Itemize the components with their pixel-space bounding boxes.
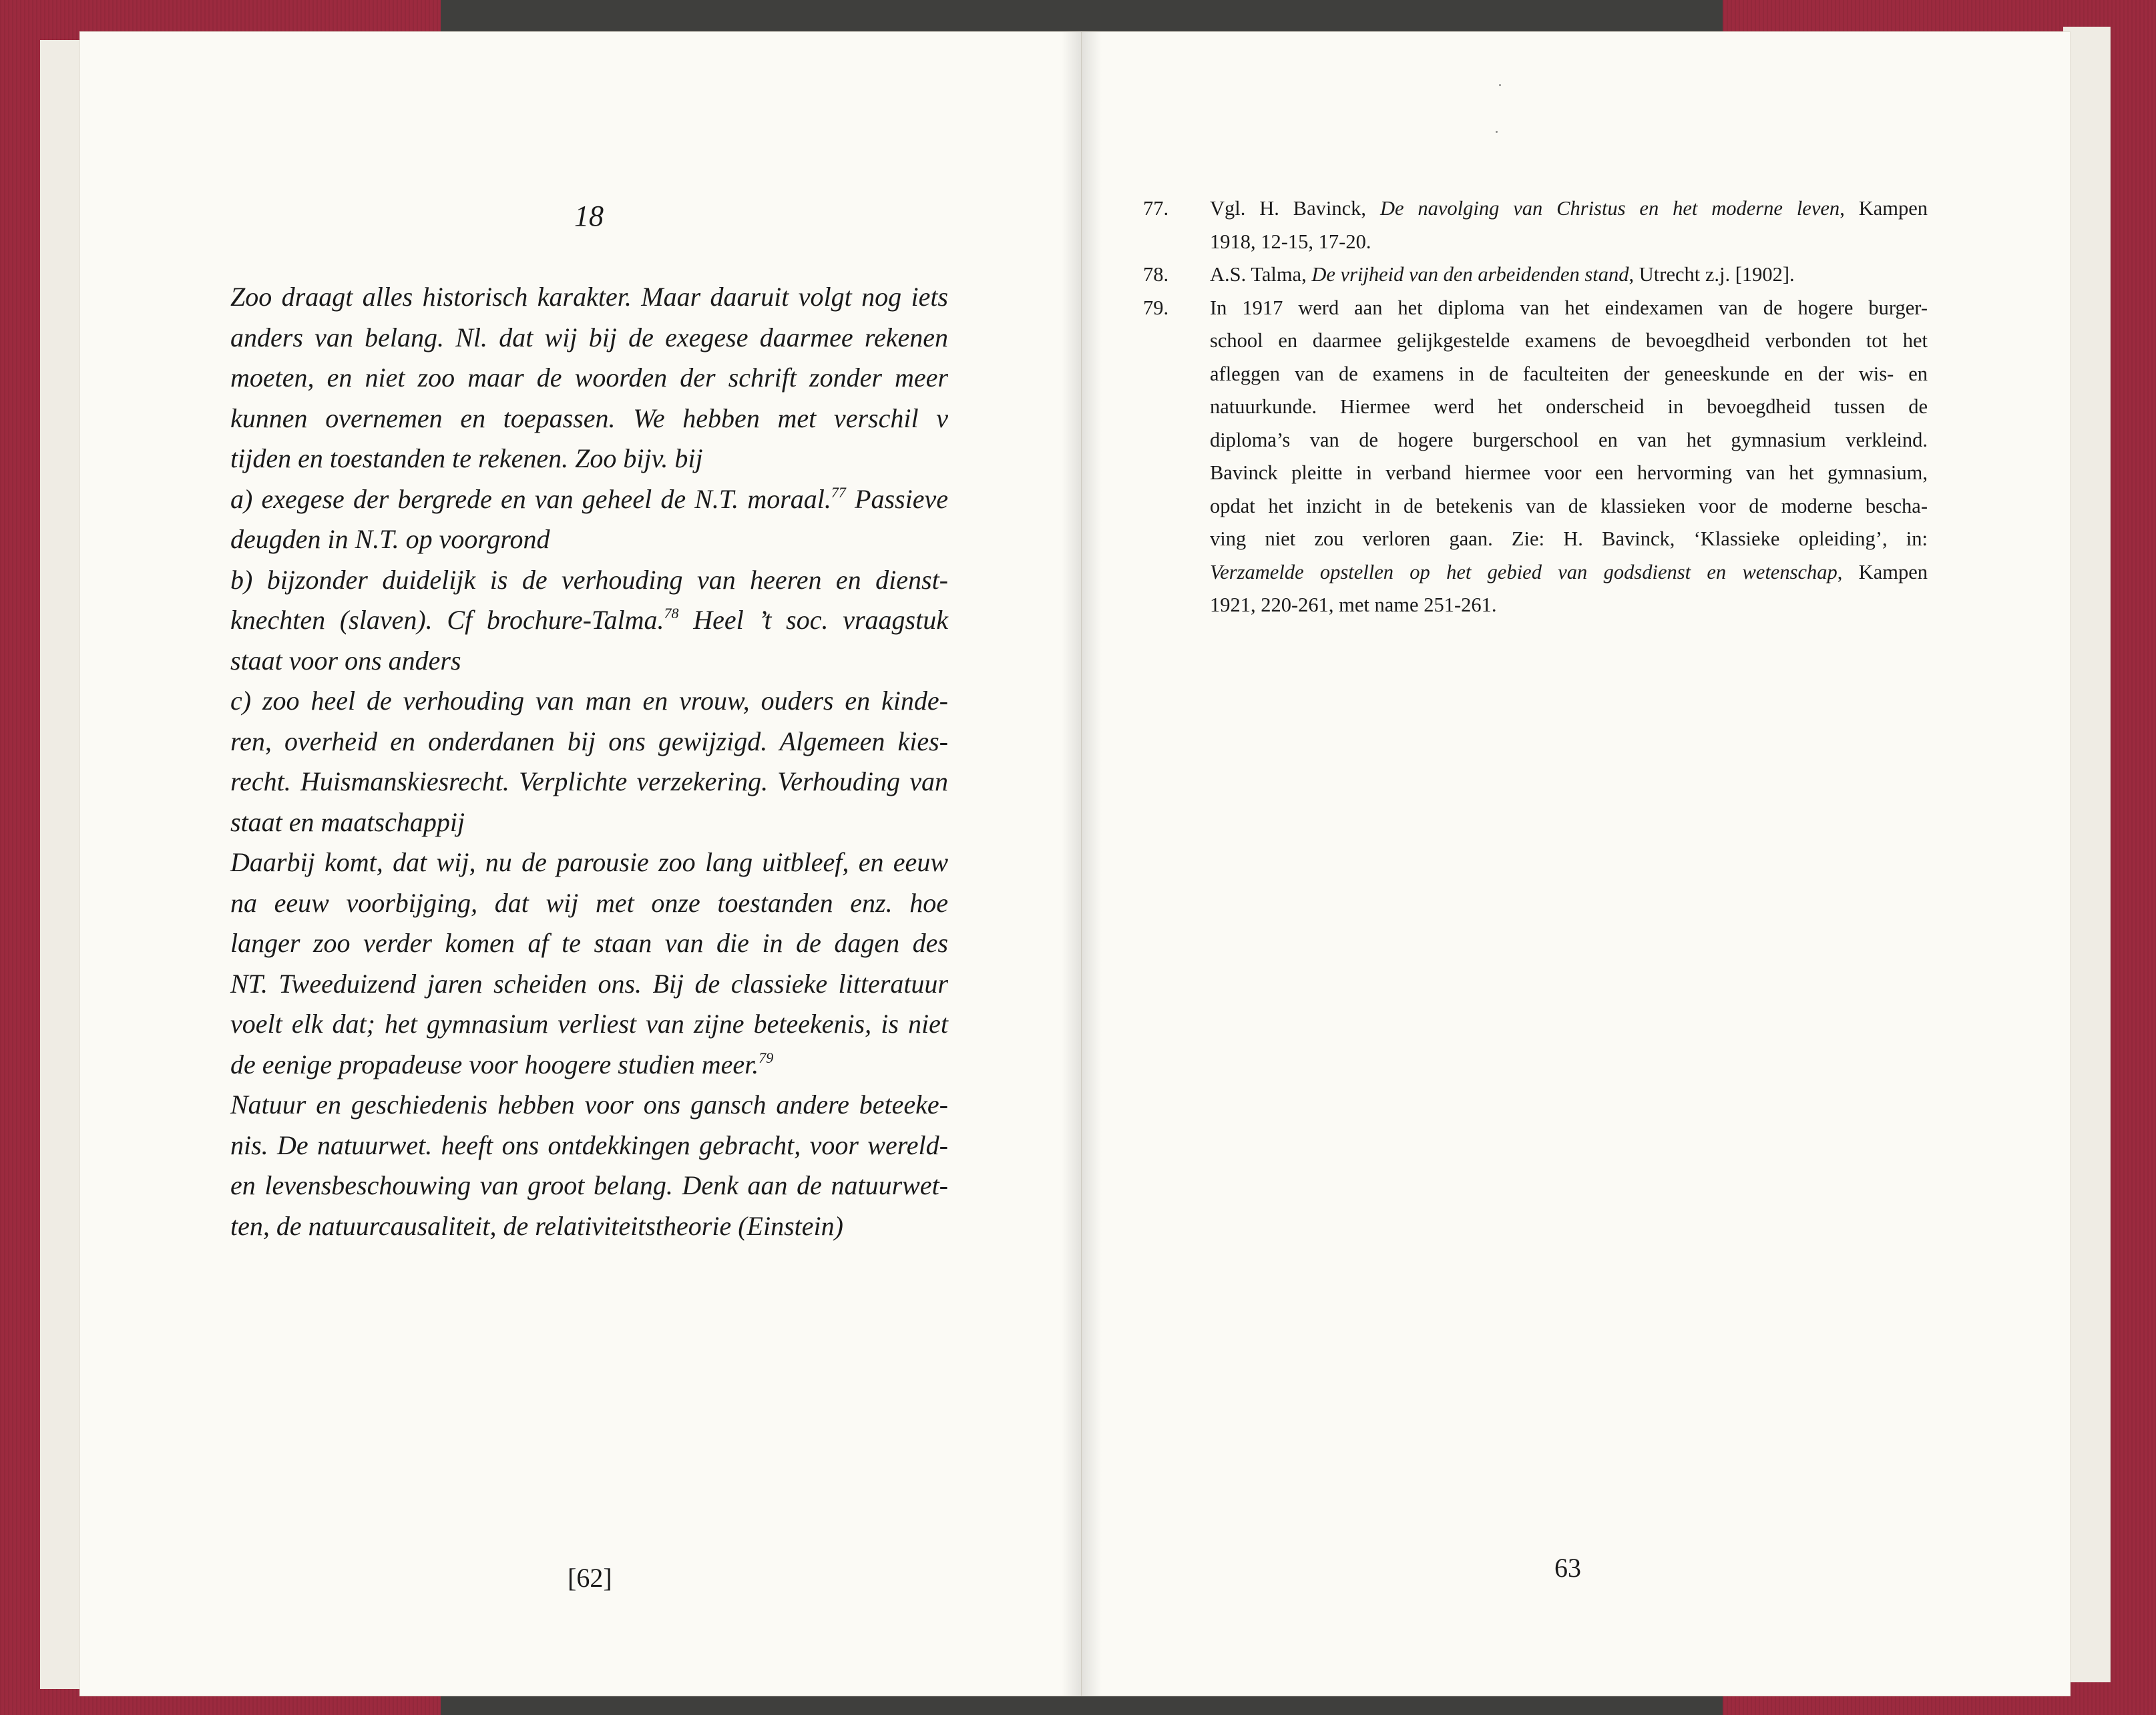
page-number-right: 63 <box>1554 1553 1581 1583</box>
footnote-text: , Kampen <box>1840 197 1928 220</box>
body-text-segment: en levensbeschouwing van groot belang. Denk aan de natuurwet- <box>230 1170 948 1200</box>
footnote-text: Bavinck pleitte in verband hiermee voor een hervorming van het gymnasium, <box>1210 461 1928 484</box>
footnote-line <box>1210 292 1928 325</box>
body-line <box>230 439 948 479</box>
footnote-title: De navolging van Christus en het moderne leven <box>1379 197 1840 220</box>
footnote <box>1143 192 1928 258</box>
body-text-segment: moeten, en niet zoo maar de woorden der schrift zonder meer <box>230 362 948 393</box>
body-text-segment: Daarbij komt, dat wij, nu de parousie zoo lang uitbleef, en eeuw <box>230 847 948 877</box>
footnote-title: De vrijheid van den arbeidenden stand <box>1311 263 1629 286</box>
body-text-segment: ren, overheid en onderdanen bij ons gewijzigd. Algemeen kies- <box>230 726 948 756</box>
page-stack-right <box>2063 27 2111 1682</box>
body-line <box>230 883 948 924</box>
footnote-text: diploma’s van de hogere burgerschool en van het gymnasium verkleind. <box>1210 428 1928 451</box>
body-text-segment: de eenige propadeuse voor hoogere studien meer. <box>230 1049 759 1079</box>
body-text-segment: anders van belang. Nl. dat wij bij de exegese daarmee rekenen <box>230 322 948 352</box>
body-text-segment: recht. Huismanskiesrecht. Verplichte verzekering. Verhouding van <box>230 766 948 796</box>
footnote-number: 78. <box>1143 263 1169 286</box>
footnote-line <box>1210 424 1928 457</box>
book-gutter <box>1062 32 1102 1696</box>
body-line <box>230 964 948 1005</box>
page-number-left: [62] <box>568 1563 612 1593</box>
footnote-line <box>1210 556 1928 589</box>
body-line <box>230 399 948 439</box>
footnotes <box>1143 192 1928 622</box>
body-line <box>230 600 948 641</box>
footnote-text: 1918, 12-15, 17-20. <box>1210 230 1371 253</box>
body-line <box>230 318 948 358</box>
footnote-text: ving niet zou verloren gaan. Zie: H. Bavinck, ‘Klassieke opleiding’, in: <box>1210 527 1928 550</box>
footnote-line <box>1210 490 1928 523</box>
body-text-segment: Heel ’t soc. vraagstuk <box>678 605 948 635</box>
body-text <box>230 277 948 1246</box>
right-page <box>1082 32 2070 1696</box>
paper-fleck <box>1499 84 1501 86</box>
body-text-segment: Passieve <box>845 483 948 514</box>
footnote-number: 79. <box>1143 296 1169 319</box>
footnote-line <box>1210 457 1928 490</box>
footnote-text: afleggen van de examens in de faculteiten der geneeskunde en der wis- en <box>1210 362 1928 385</box>
paper-fleck <box>1496 131 1498 133</box>
body-text-segment: staat voor ons anders <box>230 645 461 676</box>
body-line <box>230 277 948 318</box>
body-text-segment: staat en maatschappij <box>230 806 465 837</box>
footnote-title: Verzamelde opstellen op het gebied van godsdienst en wetenschap <box>1210 560 1838 583</box>
body-text-segment: b) bijzonder duidelijk is de verhouding van heeren en dienst- <box>230 564 948 595</box>
footnote-line <box>1210 324 1928 358</box>
body-text-segment: kunnen overnemen en toepassen. We hebben met verschil v <box>230 403 948 433</box>
body-text-segment: Natuur en geschiedenis hebben voor ons gansch andere beteeke- <box>230 1089 948 1120</box>
body-line <box>230 560 948 601</box>
body-text-segment: nis. De natuurwet. heeft ons ontdekkingen gebracht, voor wereld- <box>230 1130 948 1160</box>
body-line <box>230 802 948 843</box>
footnote-line <box>1210 589 1928 622</box>
footnote-text: school en daarmee gelijkgestelde examens de bevoegdheid verbonden tot het <box>1210 329 1928 352</box>
body-line <box>230 641 948 682</box>
body-text-segment: NT. Tweeduizend jaren scheiden ons. Bij de classieke litteratuur <box>230 968 948 999</box>
footnote <box>1143 258 1928 292</box>
footnote-line <box>1210 226 1928 259</box>
footnote-ref: 78 <box>664 605 679 622</box>
footnote-ref: 77 <box>831 483 846 501</box>
body-line <box>230 681 948 722</box>
body-text-segment: a) exegese der bergrede en van geheel de N.T. moraal. <box>230 483 831 514</box>
body-text-segment: voelt elk dat; het gymnasium verliest van zijne beteekenis, is niet <box>230 1009 948 1039</box>
body-line <box>230 1004 948 1045</box>
body-line <box>230 479 948 520</box>
body-text-segment: knechten (slaven). Cf brochure-Talma. <box>230 605 664 635</box>
body-text-segment: Zoo draagt alles historisch karakter. Maar daaruit volgt nog iets <box>230 282 948 312</box>
footnote-line <box>1210 192 1928 226</box>
body-line <box>230 1206 948 1247</box>
footnote <box>1143 292 1928 622</box>
body-line <box>230 1166 948 1206</box>
body-line <box>230 1045 948 1085</box>
footnote-text: opdat het inzicht in de betekenis van de klassieken voor de moderne bescha- <box>1210 494 1928 517</box>
body-line <box>230 923 948 964</box>
body-line <box>230 722 948 762</box>
footnote-line <box>1210 391 1928 424</box>
footnote-line <box>1210 258 1928 292</box>
footnote-text: 1921, 220-261, met name 251-261. <box>1210 593 1497 616</box>
footnote-number: 77. <box>1143 197 1169 220</box>
body-text-segment: langer zoo verder komen af te staan van die in de dagen des <box>230 928 948 958</box>
body-text-segment: c) zoo heel de verhouding van man en vrouw, ouders en kinde- <box>230 686 948 716</box>
footnote-text: , Utrecht z.j. [1902]. <box>1629 263 1795 286</box>
footnote-ref: 79 <box>759 1049 774 1066</box>
body-line <box>230 1126 948 1166</box>
footnote-text: A.S. Talma, <box>1210 263 1312 286</box>
footnote-line <box>1210 358 1928 391</box>
footnote-text: Vgl. H. Bavinck, <box>1210 197 1380 220</box>
footnote-text: In 1917 werd aan het diploma van het eindexamen van de hogere burger- <box>1210 296 1928 319</box>
body-line <box>230 519 948 560</box>
left-page <box>80 32 1082 1696</box>
body-line <box>230 842 948 883</box>
footnote-text: , Kampen <box>1837 560 1928 583</box>
body-line <box>230 1085 948 1126</box>
body-text-segment: na eeuw voorbijging, dat wij met onze toestanden enz. hoe <box>230 887 948 918</box>
body-text-segment: tijden en toestanden te rekenen. Zoo bijv. bij <box>230 443 703 473</box>
body-line <box>230 762 948 802</box>
footnote-text: natuurkunde. Hiermee werd het onderscheid in bevoegdheid tussen de <box>1210 395 1928 418</box>
footnote-line <box>1210 523 1928 556</box>
body-text-segment: ten, de natuurcausaliteit, de relativiteitstheorie (Einstein) <box>230 1210 843 1241</box>
body-line <box>230 358 948 399</box>
chapter-number: 18 <box>574 200 604 232</box>
body-text-segment: deugden in N.T. op voorgrond <box>230 524 550 554</box>
